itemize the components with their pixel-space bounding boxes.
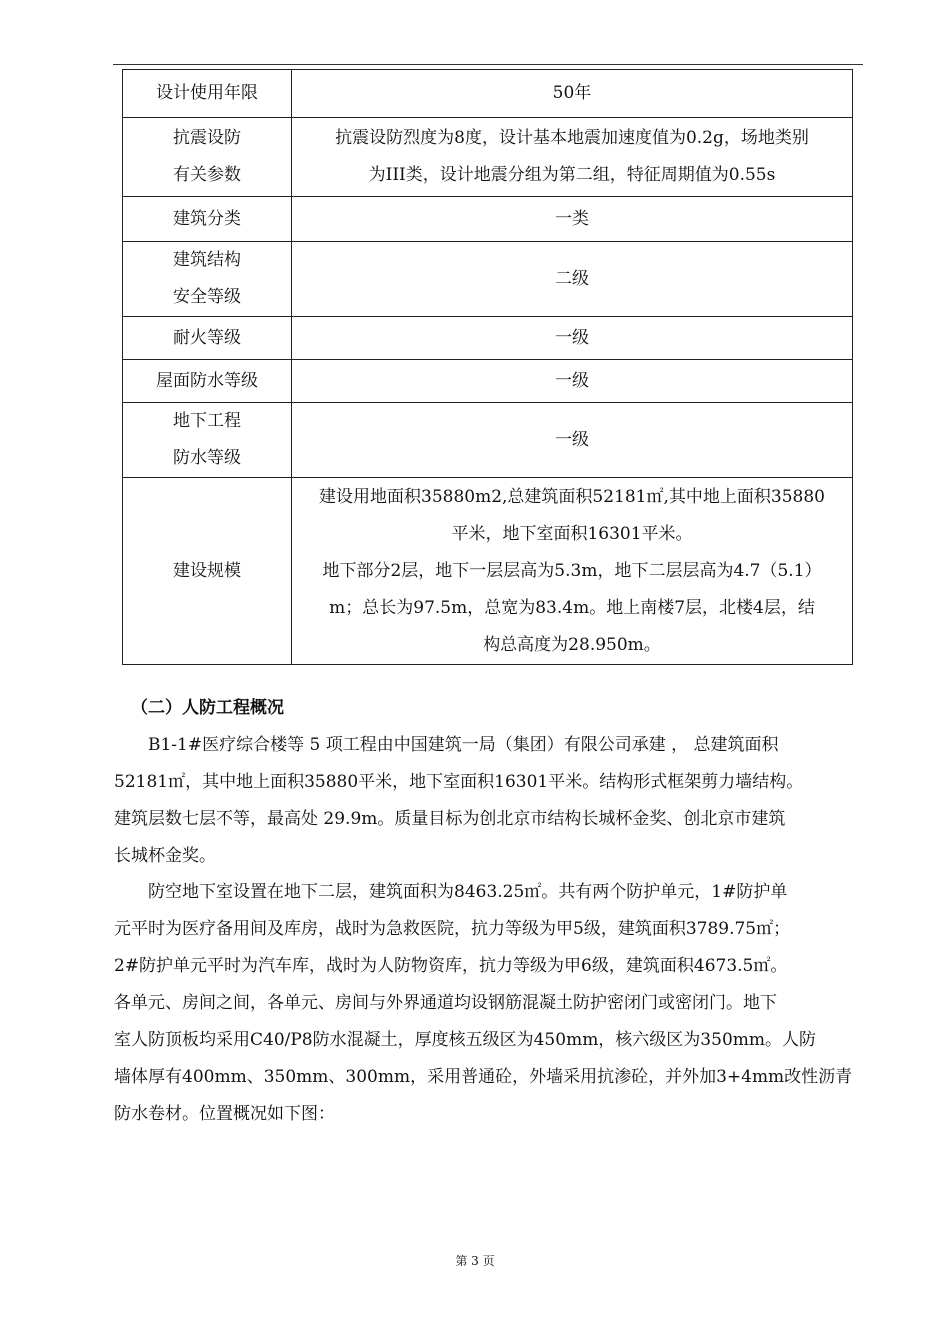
row-label: 耐火等级	[123, 317, 292, 360]
row-value: 二级	[292, 242, 853, 317]
row-label: 抗震设防 有关参数	[123, 118, 292, 197]
header-rule	[113, 64, 863, 65]
row-label: 建设规模	[123, 478, 292, 665]
row-value: 一级	[292, 317, 853, 360]
row-label: 建筑分类	[123, 197, 292, 242]
row-label: 屋面防水等级	[123, 360, 292, 403]
table-row	[123, 197, 853, 242]
row-value: 一类	[292, 197, 853, 242]
row-label: 地下工程 防水等级	[123, 403, 292, 478]
row-value: 50年	[292, 70, 853, 118]
table-row	[123, 478, 853, 665]
table-row	[123, 360, 853, 403]
row-value: 一级	[292, 403, 853, 478]
row-value: 一级	[292, 360, 853, 403]
row-value: 抗震设防烈度为8度，设计基本地震加速度值为0.2g，场地类别 为III类，设计地震分组为第二组，特征周期值为0.55s	[292, 118, 853, 197]
section-heading: （二）人防工程概况	[131, 698, 284, 718]
row-value: 建设用地面积35880m2,总建筑面积52181㎡,其中地上面积35880 平米，地下室面积16301平米。 地下部分2层，地下一层层高为5.3m，地下二层层高为4.7（5.1） m；总长为97.5m，总宽为83.4m。地上南楼7层，北楼4层，结 构总高度为28.950m。	[292, 478, 853, 665]
table-row	[123, 118, 853, 197]
table-row	[123, 242, 853, 317]
row-label: 建筑结构 安全等级	[123, 242, 292, 317]
table-row	[123, 70, 853, 118]
table-row	[123, 403, 853, 478]
page-number: 第 3 页	[455, 1254, 495, 1268]
row-label: 设计使用年限	[123, 70, 292, 118]
paragraph: B1-1#医疗综合楼等 5 项工程由中国建筑一局（集团）有限公司承建 ， 总建筑面积 52181㎡，其中地上面积35880平米，地下室面积16301平米。结构形式框架剪力墙结构。 建筑层数七层不等，最高处 29.9m。质量目标为创北京市结构长城杯金奖、创北京市建筑 长城杯金奖。	[114, 735, 804, 866]
paragraph: 防空地下室设置在地下二层，建筑面积为8463.25㎡。共有两个防护单元，1#防护单 元平时为医疗备用间及库房，战时为急救医院，抗力等级为甲5级，建筑面积3789.75㎡； 2#防护单元平时为汽车库，战时为人防物资库，抗力等级为甲6级，建筑面积4673.5㎡。 各单元、房间之间，各单元、房间与外界通道均设钢筋混凝土防护密闭门或密闭门。地下 室人防顶板均采用C40/P8防水混凝土，厚度核五级区为450mm，核六级区为350mm。人防 墙体厚有400mm、350mm、300mm，采用普通砼，外墙采用抗渗砼，并外加3+4mm改性沥青 防水卷材。位置概况如下图：	[114, 882, 853, 1124]
table-row	[123, 317, 853, 360]
project-spec-table	[122, 69, 853, 665]
